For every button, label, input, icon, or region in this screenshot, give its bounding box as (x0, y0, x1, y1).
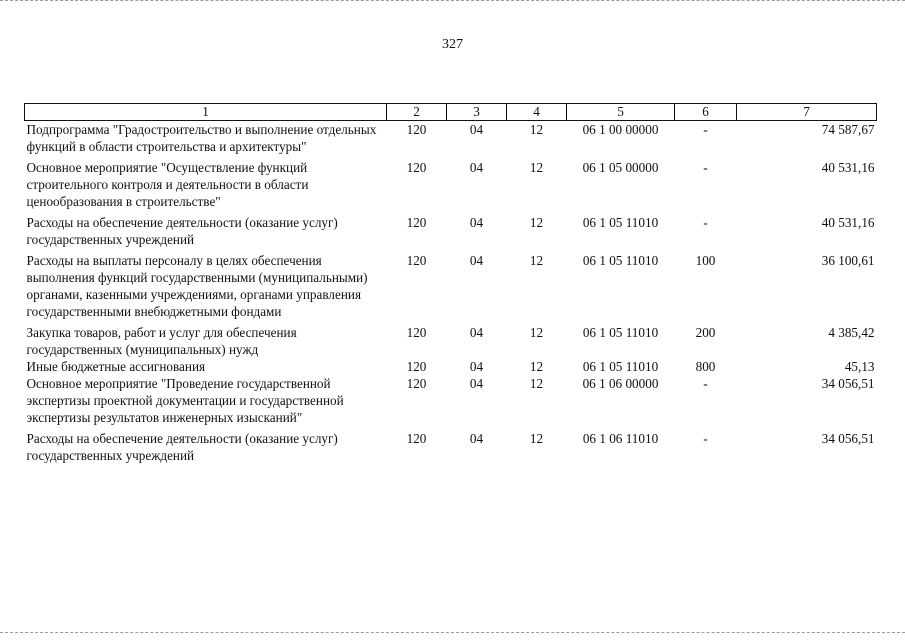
row-code-subsection: 12 (529, 253, 544, 268)
row-code-section: 04 (469, 160, 484, 175)
row-amount: 40 531,16 (821, 160, 875, 175)
row-code-expense-type: - (703, 160, 708, 175)
row-code-subsection: 12 (529, 431, 544, 446)
table-row (25, 121, 877, 160)
page-number: 327 (442, 37, 463, 52)
row-code-subsection: 12 (529, 325, 544, 340)
table-row (25, 159, 877, 214)
row-code-subsection: 12 (529, 376, 544, 391)
row-code-subsection: 12 (529, 160, 544, 175)
row-code-target: 06 1 06 00000 (582, 376, 659, 391)
row-code-expense-type: - (703, 122, 708, 137)
row-amount: 34 056,51 (821, 431, 875, 446)
row-name: Основное мероприятие "Осуществление функций строительного контроля и деятельности в области ценообразования в строительстве" (26, 160, 309, 209)
row-code-target: 06 1 05 11010 (582, 253, 659, 268)
table-row (25, 252, 877, 324)
row-code-expense-type: - (703, 431, 708, 446)
row-code-expense-type: - (703, 215, 708, 230)
column-header-4: 4 (507, 104, 567, 121)
column-header-2: 2 (387, 104, 447, 121)
row-amount: 74 587,67 (821, 122, 875, 137)
row-code-section: 04 (469, 325, 484, 340)
column-header-3: 3 (447, 104, 507, 121)
row-code-expense-type: 100 (695, 253, 716, 268)
row-code-target: 06 1 05 11010 (582, 215, 659, 230)
row-code-subsection: 12 (529, 215, 544, 230)
row-code-ministry: 120 (406, 160, 427, 175)
row-code-expense-type: 800 (695, 359, 716, 374)
column-header-1: 1 (25, 104, 387, 121)
budget-table (24, 103, 877, 464)
row-code-section: 04 (469, 431, 484, 446)
row-amount: 34 056,51 (821, 376, 875, 391)
table-row (25, 430, 877, 464)
table-row (25, 324, 877, 358)
table-row (25, 375, 877, 430)
row-amount: 40 531,16 (821, 215, 875, 230)
row-code-ministry: 120 (406, 215, 427, 230)
row-amount: 4 385,42 (828, 325, 875, 340)
row-code-section: 04 (469, 253, 484, 268)
row-code-expense-type: - (703, 376, 708, 391)
row-name: Иные бюджетные ассигнования (26, 359, 206, 374)
row-amount: 36 100,61 (821, 253, 875, 268)
row-code-expense-type: 200 (695, 325, 716, 340)
row-code-subsection: 12 (529, 359, 544, 374)
table-row (25, 214, 877, 252)
row-code-ministry: 120 (406, 376, 427, 391)
row-code-target: 06 1 00 00000 (582, 122, 659, 137)
row-code-section: 04 (469, 359, 484, 374)
row-name: Расходы на выплаты персоналу в целях обеспечения выполнения функций государственными (муниципальными) органами, казенными учреждениями, органами управления государственными внебюджетными фондами (26, 253, 368, 319)
row-code-subsection: 12 (529, 122, 544, 137)
row-name: Расходы на обеспечение деятельности (оказание услуг) государственных учреждений (26, 431, 338, 463)
column-header-6: 6 (675, 104, 737, 121)
row-code-section: 04 (469, 122, 484, 137)
table-row (25, 358, 877, 375)
row-code-section: 04 (469, 215, 484, 230)
row-code-section: 04 (469, 376, 484, 391)
row-code-ministry: 120 (406, 359, 427, 374)
row-code-target: 06 1 06 11010 (582, 431, 659, 446)
row-name: Подпрограмма "Градостроительство и выполнение отдельных функций в области строительства и архитектуры" (26, 122, 377, 154)
column-header-5: 5 (567, 104, 675, 121)
row-name: Расходы на обеспечение деятельности (оказание услуг) государственных учреждений (26, 215, 338, 247)
row-code-ministry: 120 (406, 253, 427, 268)
column-header-7: 7 (737, 104, 877, 121)
row-code-target: 06 1 05 11010 (582, 325, 659, 340)
row-name: Закупка товаров, работ и услуг для обеспечения государственных (муниципальных) нужд (26, 325, 297, 357)
row-name: Основное мероприятие "Проведение государственной экспертизы проектной документации и государственной экспертизы результатов инженерных изысканий" (26, 376, 344, 425)
header-row (25, 104, 877, 121)
row-code-ministry: 120 (406, 431, 427, 446)
row-code-target: 06 1 05 11010 (582, 359, 659, 374)
row-amount: 45,13 (844, 359, 875, 374)
scan-edge-top (0, 0, 905, 1)
row-code-target: 06 1 05 00000 (582, 160, 659, 175)
scan-edge-bottom (0, 632, 905, 633)
row-code-ministry: 120 (406, 122, 427, 137)
row-code-ministry: 120 (406, 325, 427, 340)
